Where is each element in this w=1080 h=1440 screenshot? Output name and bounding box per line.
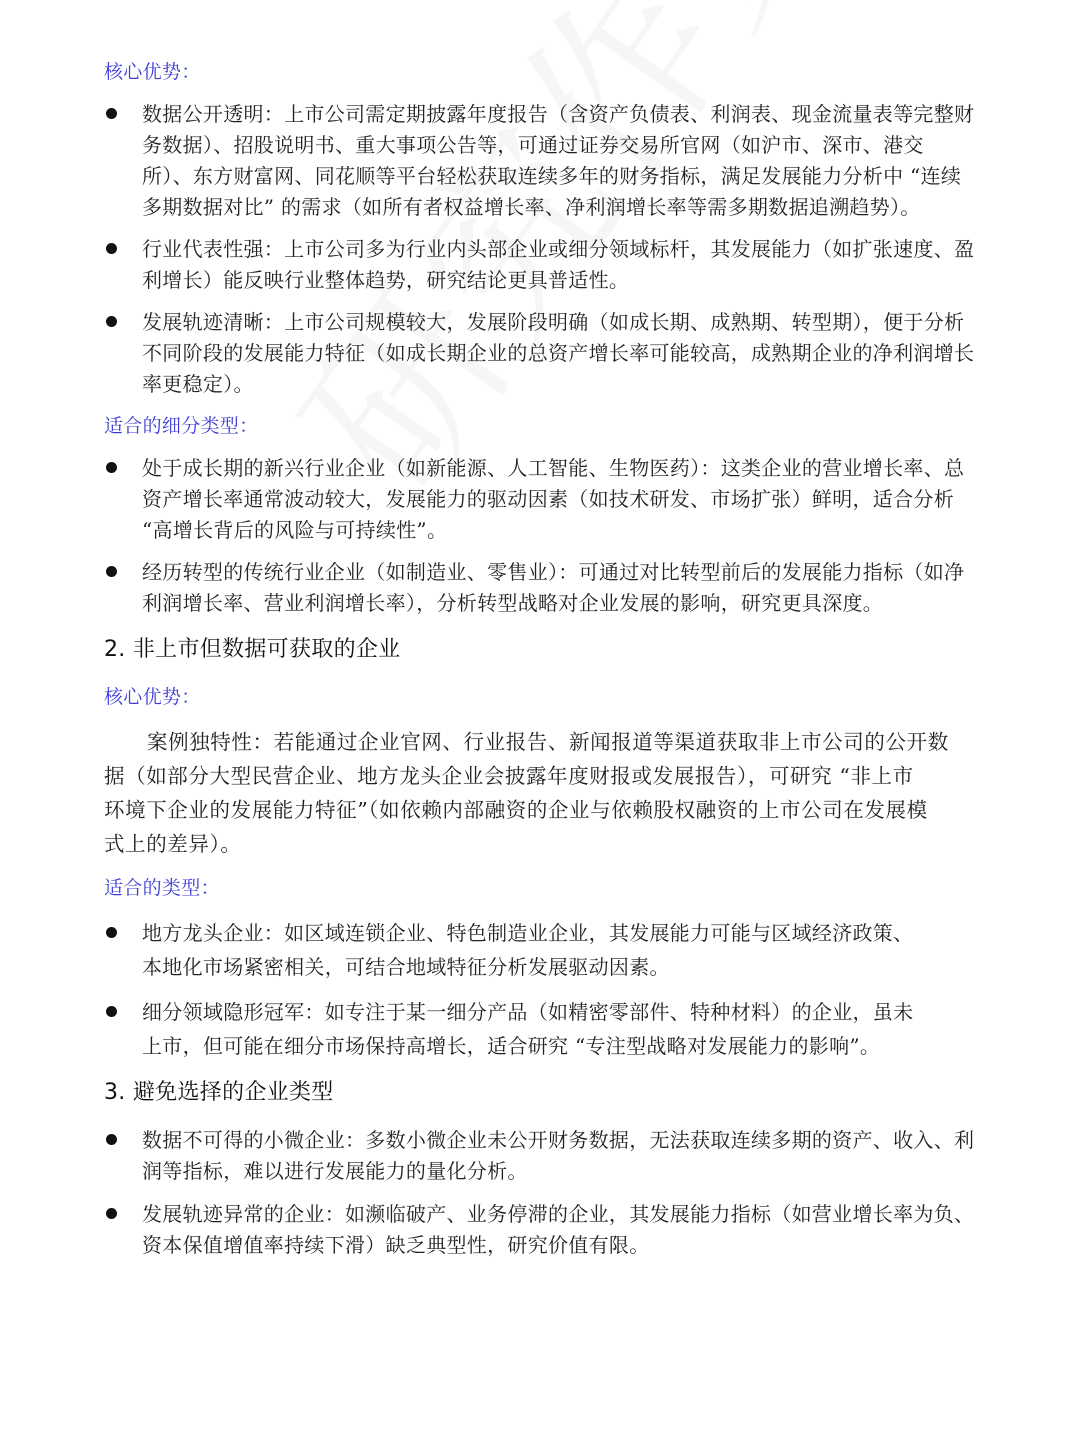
bullet-text-line: 利润增长率、营业利润增长率），分析转型战略对企业发展的影响，研究更具深度。 bbox=[142, 591, 884, 615]
bullet-text-line: 利增长）能反映行业整体趋势，研究结论更具普适性。 bbox=[142, 268, 630, 292]
bullet-text-line: 多期数据对比” 的需求（如所有者权益增长率、净利润增长率等需多期数据追溯趋势）。 bbox=[142, 195, 921, 219]
bullet-text-line: 处于成长期的新兴行业企业（如新能源、人工智能、生物医药）：这类企业的营业增长率、总 bbox=[142, 456, 965, 480]
bullet-text-line: 行业代表性强：上市公司多为行业内头部企业或细分领域标杆，其发展能力（如扩张速度、盈 bbox=[142, 237, 975, 261]
bullet-text-line: 务数据）、招股说明书、重大事项公告等，可通过证券交易所官网（如沪市、深市、港交 bbox=[142, 133, 924, 157]
section-title: 3. 避免选择的企业类型 bbox=[104, 1080, 334, 1105]
bullet-icon bbox=[106, 927, 117, 938]
paragraph-line: 环境下企业的发展能力特征”（如依赖内部融资的企业与依赖股权融资的上市公司在发展模 bbox=[104, 798, 928, 822]
bullet-text-line: 资本保值增值率持续下滑）缺乏典型性，研究价值有限。 bbox=[142, 1233, 650, 1257]
bullet-icon bbox=[106, 1006, 117, 1017]
bullet-text-line: 经历转型的传统行业企业（如制造业、零售业）：可通过对比转型前后的发展能力指标（如净 bbox=[142, 560, 965, 584]
bullet-icon bbox=[106, 1208, 117, 1219]
subheading-suitable-types: 适合的类型： bbox=[104, 877, 220, 899]
bullet-text-line: 本地化市场紧密相关，可结合地域特征分析发展驱动因素。 bbox=[142, 955, 670, 979]
bullet-icon bbox=[106, 1134, 117, 1145]
subheading-core-advantages: 核心优势： bbox=[104, 686, 201, 708]
bullet-text-line: 地方龙头企业：如区域连锁企业、特色制造业企业，其发展能力可能与区域经济政策、 bbox=[142, 921, 914, 945]
subheading-suitable-types: 适合的细分类型： bbox=[104, 415, 259, 437]
subheading-core-advantages: 核心优势： bbox=[104, 61, 201, 83]
bullet-text-line: 发展轨迹异常的企业：如濒临破产、业务停滞的企业，其发展能力指标（如营业增长率为负、 bbox=[142, 1202, 975, 1226]
paragraph-line: 据（如部分大型民营企业、地方龙头企业会披露年度财报或发展报告），可研究 “非上市 bbox=[104, 764, 914, 788]
bullet-icon bbox=[106, 108, 117, 119]
paragraph-line: 案例独特性：若能通过企业官网、行业报告、新闻报道等渠道获取非上市公司的公开数 bbox=[147, 730, 949, 754]
bullet-text-line: 上市，但可能在细分市场保持高增长，适合研究 “专注型战略对发展能力的影响”。 bbox=[142, 1034, 881, 1058]
bullet-text-line: 率更稳定）。 bbox=[142, 372, 254, 396]
bullet-text-line: 发展轨迹清晰：上市公司规模较大，发展阶段明确（如成长期、成熟期、转型期），便于分析 bbox=[142, 310, 965, 334]
bullet-text-line: 细分领域隐形冠军：如专注于某一细分产品（如精密零部件、特种材料）的企业，虽未 bbox=[142, 1000, 914, 1024]
bullet-text-line: “高增长背后的风险与可持续性”。 bbox=[142, 518, 448, 542]
bullet-text-line: 数据不可得的小微企业：多数小微企业未公开财务数据，无法获取连续多期的资产、收入、利 bbox=[142, 1128, 975, 1152]
bullet-text-line: 所）、东方财富网、同花顺等平台轻松获取连续多年的财务指标，满足发展能力分析中 “连续 bbox=[142, 164, 962, 188]
bullet-text-line: 数据公开透明：上市公司需定期披露年度报告（含资产负债表、利润表、现金流量表等完整财 bbox=[142, 102, 975, 126]
bullet-text-line: 润等指标，难以进行发展能力的量化分析。 bbox=[142, 1159, 528, 1183]
bullet-icon bbox=[106, 316, 117, 327]
bullet-icon bbox=[106, 566, 117, 577]
bullet-icon bbox=[106, 243, 117, 254]
bullet-text-line: 不同阶段的发展能力特征（如成长期企业的总资产增长率可能较高，成熟期企业的净利润增长 bbox=[142, 341, 975, 365]
paragraph-line: 式上的差异）。 bbox=[104, 832, 242, 856]
section-title: 2. 非上市但数据可获取的企业 bbox=[104, 637, 401, 662]
bullet-icon bbox=[106, 462, 117, 473]
bullet-text-line: 资产增长率通常波动较大，发展能力的驱动因素（如技术研发、市场扩张）鲜明，适合分析 bbox=[142, 487, 954, 511]
